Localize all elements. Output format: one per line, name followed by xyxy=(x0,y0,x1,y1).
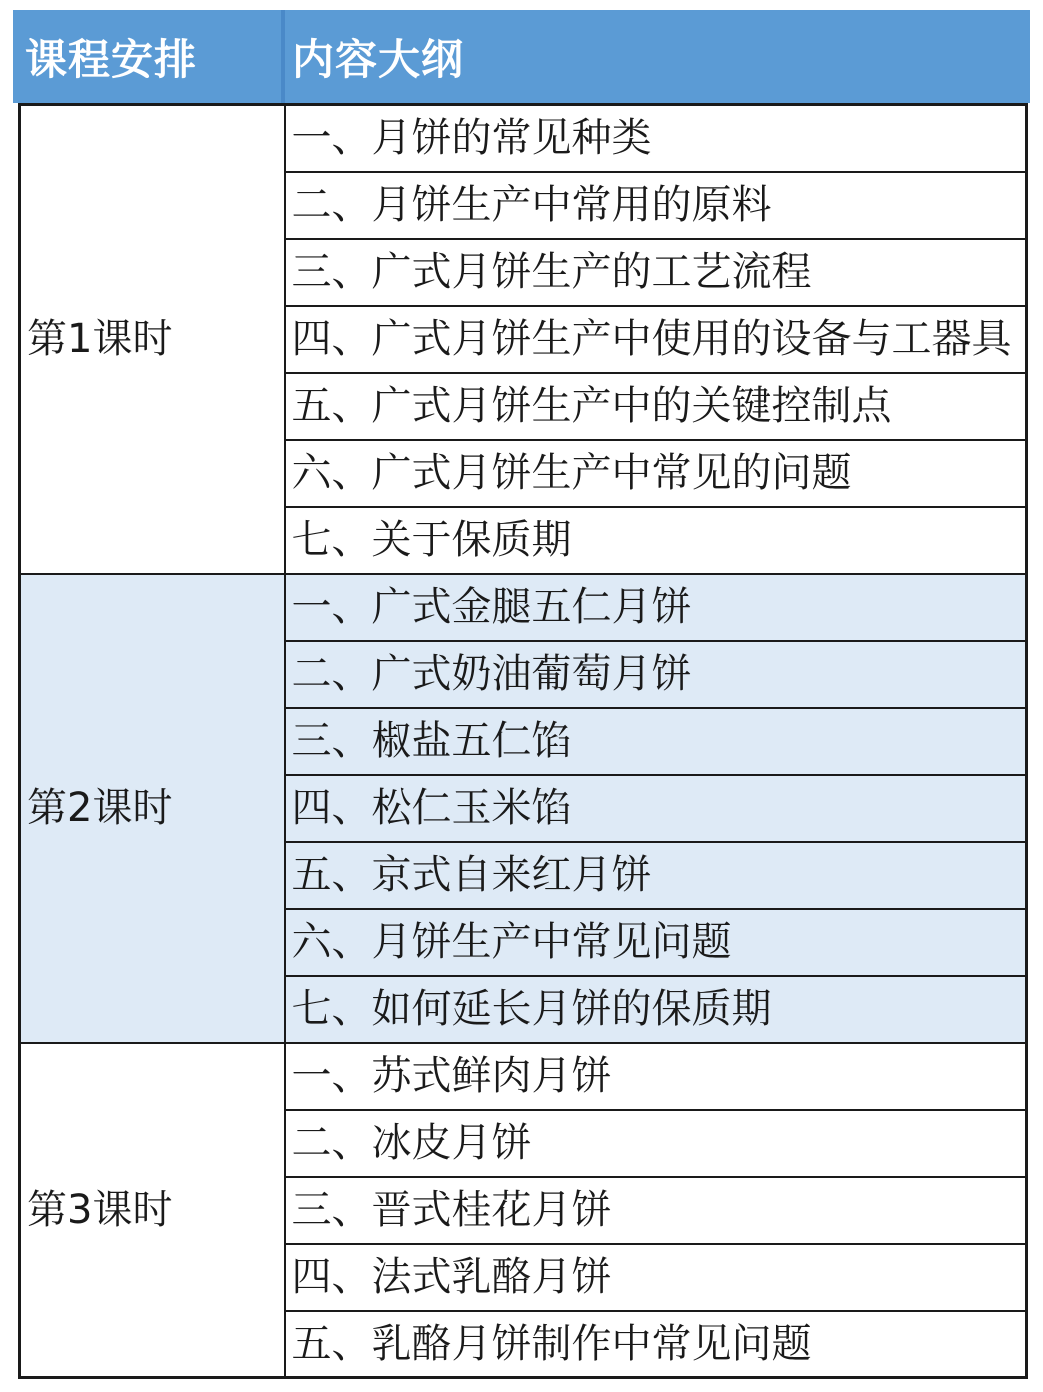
outline-item: 三、晋式桂花月饼 xyxy=(285,1177,1027,1244)
outline-item: 四、法式乳酪月饼 xyxy=(285,1244,1027,1311)
lesson-cell: 第1课时 xyxy=(20,105,285,574)
outline-item: 三、广式月饼生产的工艺流程 xyxy=(285,239,1027,306)
table-row xyxy=(20,574,1027,641)
outline-item: 二、冰皮月饼 xyxy=(285,1110,1027,1177)
outline-item: 七、如何延长月饼的保质期 xyxy=(285,976,1027,1043)
outline-item: 七、关于保质期 xyxy=(285,507,1027,574)
header-cell-course-schedule: 课程安排 xyxy=(25,34,198,84)
outline-item: 五、乳酪月饼制作中常见问题 xyxy=(285,1311,1027,1378)
outline-item: 六、月饼生产中常见问题 xyxy=(285,909,1027,976)
outline-item: 五、京式自来红月饼 xyxy=(285,842,1027,909)
outline-item: 二、广式奶油葡萄月饼 xyxy=(285,641,1027,708)
table-row xyxy=(20,1043,1027,1110)
course-outline-table xyxy=(18,103,1028,1379)
outline-item: 六、广式月饼生产中常见的问题 xyxy=(285,440,1027,507)
outline-item: 五、广式月饼生产中的关键控制点 xyxy=(285,373,1027,440)
outline-item: 一、月饼的常见种类 xyxy=(285,105,1027,172)
table-row xyxy=(20,105,1027,172)
outline-item: 二、月饼生产中常用的原料 xyxy=(285,172,1027,239)
outline-item: 一、广式金腿五仁月饼 xyxy=(285,574,1027,641)
outline-item: 三、椒盐五仁馅 xyxy=(285,708,1027,775)
lesson-cell: 第3课时 xyxy=(20,1043,285,1378)
outline-item: 一、苏式鲜肉月饼 xyxy=(285,1043,1027,1110)
outline-item: 四、广式月饼生产中使用的设备与工器具 xyxy=(285,306,1027,373)
header-cell-content-outline: 内容大纲 xyxy=(292,34,465,84)
lesson-cell: 第2课时 xyxy=(20,574,285,1043)
table-header xyxy=(13,10,1030,103)
outline-item: 四、松仁玉米馅 xyxy=(285,775,1027,842)
